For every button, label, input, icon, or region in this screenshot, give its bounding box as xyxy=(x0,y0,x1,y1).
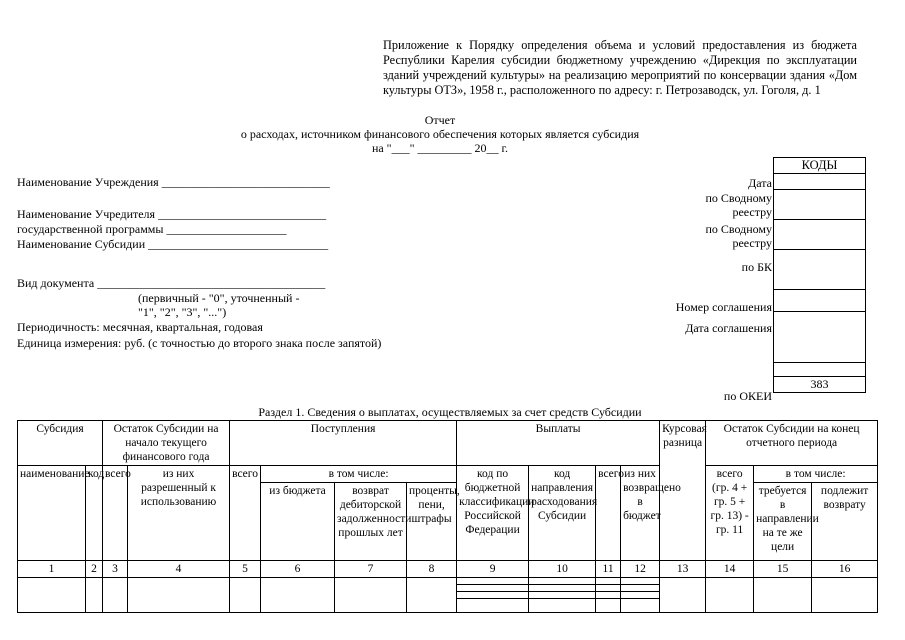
header-receipts: Поступления xyxy=(230,421,457,466)
col-to-return: подлежит возврату xyxy=(812,483,878,561)
col-number: 14 xyxy=(706,561,754,578)
code-cell-agreement-no[interactable] xyxy=(774,290,865,312)
table-cell[interactable] xyxy=(335,578,407,613)
report-title: Отчет xyxy=(424,113,456,127)
col-total-receipts: всего xyxy=(230,466,261,561)
col-total-payments: всего xyxy=(596,466,621,561)
code-cell-date[interactable] xyxy=(774,174,865,190)
col-needed: требуется в направлении на те же цели xyxy=(754,483,812,561)
table-cell[interactable] xyxy=(18,578,86,613)
table-cell[interactable] xyxy=(621,599,660,613)
col-total: всего xyxy=(103,466,128,561)
header-balance-end: Остаток Субсидии на конец отчетного периода xyxy=(706,421,878,466)
col-number: 5 xyxy=(230,561,261,578)
table-cell[interactable] xyxy=(457,599,529,613)
doc-type-hint: "1", "2", "3", "...") xyxy=(138,305,227,319)
table-cell[interactable] xyxy=(529,592,596,599)
report-subtitle: о расходах, источником финансового обеспечения которых является субсидия xyxy=(240,127,640,141)
program-field[interactable]: государственной программы ____________________ xyxy=(17,222,287,236)
section-title: Раздел 1. Сведения о выплатах, осуществляемых за счет средств Субсидии xyxy=(258,405,642,419)
table-cell[interactable] xyxy=(128,578,230,613)
col-from-budget: из бюджета xyxy=(261,483,335,561)
col-number: 8 xyxy=(407,561,457,578)
codes-label-registry: по Сводному xyxy=(705,191,772,205)
header-subsidy: Субсидия xyxy=(18,421,103,466)
col-total-end: всего (гр. 4 + гр. 5 + гр. 13) - гр. 11 xyxy=(706,466,754,561)
col-number: 6 xyxy=(261,561,335,578)
table-cell[interactable] xyxy=(596,592,621,599)
col-number: 11 xyxy=(596,561,621,578)
doc-type-field[interactable]: Вид документа ______________________________________ xyxy=(17,276,326,290)
header-balance-start: Остаток Субсидии на начало текущего финансового года xyxy=(103,421,230,466)
table-cell[interactable] xyxy=(596,578,621,585)
table-cell[interactable] xyxy=(596,599,621,613)
payments-table xyxy=(17,420,878,613)
col-debt-return: возврат дебиторской задолженности прошлых лет xyxy=(335,483,407,561)
table-row-numbers xyxy=(18,561,878,578)
col-budget-class: код по бюджетной классификации Российской Федерации xyxy=(457,466,529,561)
codes-label-bk: по БК xyxy=(741,260,772,274)
codes-label-okei: по ОКЕИ xyxy=(723,389,772,403)
codes-label-agreement-date: Дата соглашения xyxy=(685,321,772,335)
table-cell[interactable] xyxy=(457,578,529,585)
table-cell[interactable] xyxy=(457,592,529,599)
col-number: 4 xyxy=(128,561,230,578)
table-cell[interactable] xyxy=(261,578,335,613)
table-cell[interactable] xyxy=(86,578,103,613)
unit-text: Единица измерения: руб. (с точностью до второго знака после запятой) xyxy=(17,336,382,350)
col-number: 13 xyxy=(660,561,706,578)
table-cell[interactable] xyxy=(529,585,596,592)
codes-box xyxy=(773,157,866,393)
code-cell-okei[interactable]: 383 xyxy=(810,377,829,391)
doc-type-hint: (первичный - "0", уточненный - xyxy=(138,291,300,305)
table-cell[interactable] xyxy=(754,578,812,613)
table-cell[interactable] xyxy=(621,592,660,599)
col-number: 1 xyxy=(18,561,86,578)
header-rate-diff: Курсовая разница xyxy=(660,421,706,561)
codes-label-registry: реестру xyxy=(732,236,772,250)
col-direction: код направления расходования Субсидии xyxy=(529,466,596,561)
table-cell[interactable] xyxy=(621,585,660,592)
codes-label-date: Дата xyxy=(748,176,772,190)
founder-field[interactable]: Наименование Учредителя ____________________________ xyxy=(17,207,327,221)
table-cell[interactable] xyxy=(660,578,706,613)
periodicity-text: Периодичность: месячная, квартальная, годовая xyxy=(17,320,263,334)
col-number: 16 xyxy=(812,561,878,578)
codes-label-registry: по Сводному xyxy=(705,222,772,236)
codes-label-agreement-no: Номер соглашения xyxy=(675,300,772,314)
table-cell[interactable] xyxy=(529,599,596,613)
institution-field[interactable]: Наименование Учреждения ____________________________ xyxy=(17,175,330,189)
col-interest: проценты, пени, штрафы xyxy=(407,483,457,561)
col-number: 15 xyxy=(754,561,812,578)
codes-label-registry: реестру xyxy=(732,205,772,219)
code-cell-bk[interactable] xyxy=(774,250,865,290)
col-number: 10 xyxy=(529,561,596,578)
table-row xyxy=(18,578,878,585)
col-number: 2 xyxy=(86,561,103,578)
appendix-note: Приложение к Порядку определения объема и условий предоставления из бюджета Республики Карелия субсидии бюджетному учреждению «Дирекция по эксплуатации зданий учреждений культуры» на реализацию мероприятий по консервации здания «Дом культуры ОТЗ», 1958 г., расположенного по адресу: г. Петрозаводск, ул. Гоголя, д. 1 xyxy=(383,38,857,97)
code-cell-empty[interactable] xyxy=(774,363,865,377)
subsidy-field[interactable]: Наименование Субсидии ______________________________ xyxy=(17,237,329,251)
table-cell[interactable] xyxy=(407,578,457,613)
col-returned: из них возвращено в бюджет xyxy=(621,466,660,561)
report-date: на "___" _________ 20__ г. xyxy=(371,141,509,155)
col-number: 12 xyxy=(621,561,660,578)
table-cell[interactable] xyxy=(103,578,128,613)
col-number: 7 xyxy=(335,561,407,578)
col-number: 3 xyxy=(103,561,128,578)
table-cell[interactable] xyxy=(529,578,596,585)
table-cell[interactable] xyxy=(230,578,261,613)
table-cell[interactable] xyxy=(596,585,621,592)
header-payments: Выплаты xyxy=(457,421,660,466)
code-cell-agreement-date[interactable] xyxy=(774,312,865,363)
table-cell[interactable] xyxy=(621,578,660,585)
table-cell[interactable] xyxy=(706,578,754,613)
table-cell[interactable] xyxy=(812,578,878,613)
code-cell-registry[interactable] xyxy=(774,220,865,250)
col-including-end: в том числе: xyxy=(754,466,878,483)
col-allowed: из них разрешенный к использованию xyxy=(128,466,230,561)
col-name: наименование xyxy=(18,466,86,561)
table-cell[interactable] xyxy=(457,585,529,592)
code-cell-registry[interactable] xyxy=(774,190,865,220)
col-code: код xyxy=(86,466,103,561)
col-including: в том числе: xyxy=(261,466,457,483)
codes-header: КОДЫ xyxy=(774,158,865,174)
col-number: 9 xyxy=(457,561,529,578)
